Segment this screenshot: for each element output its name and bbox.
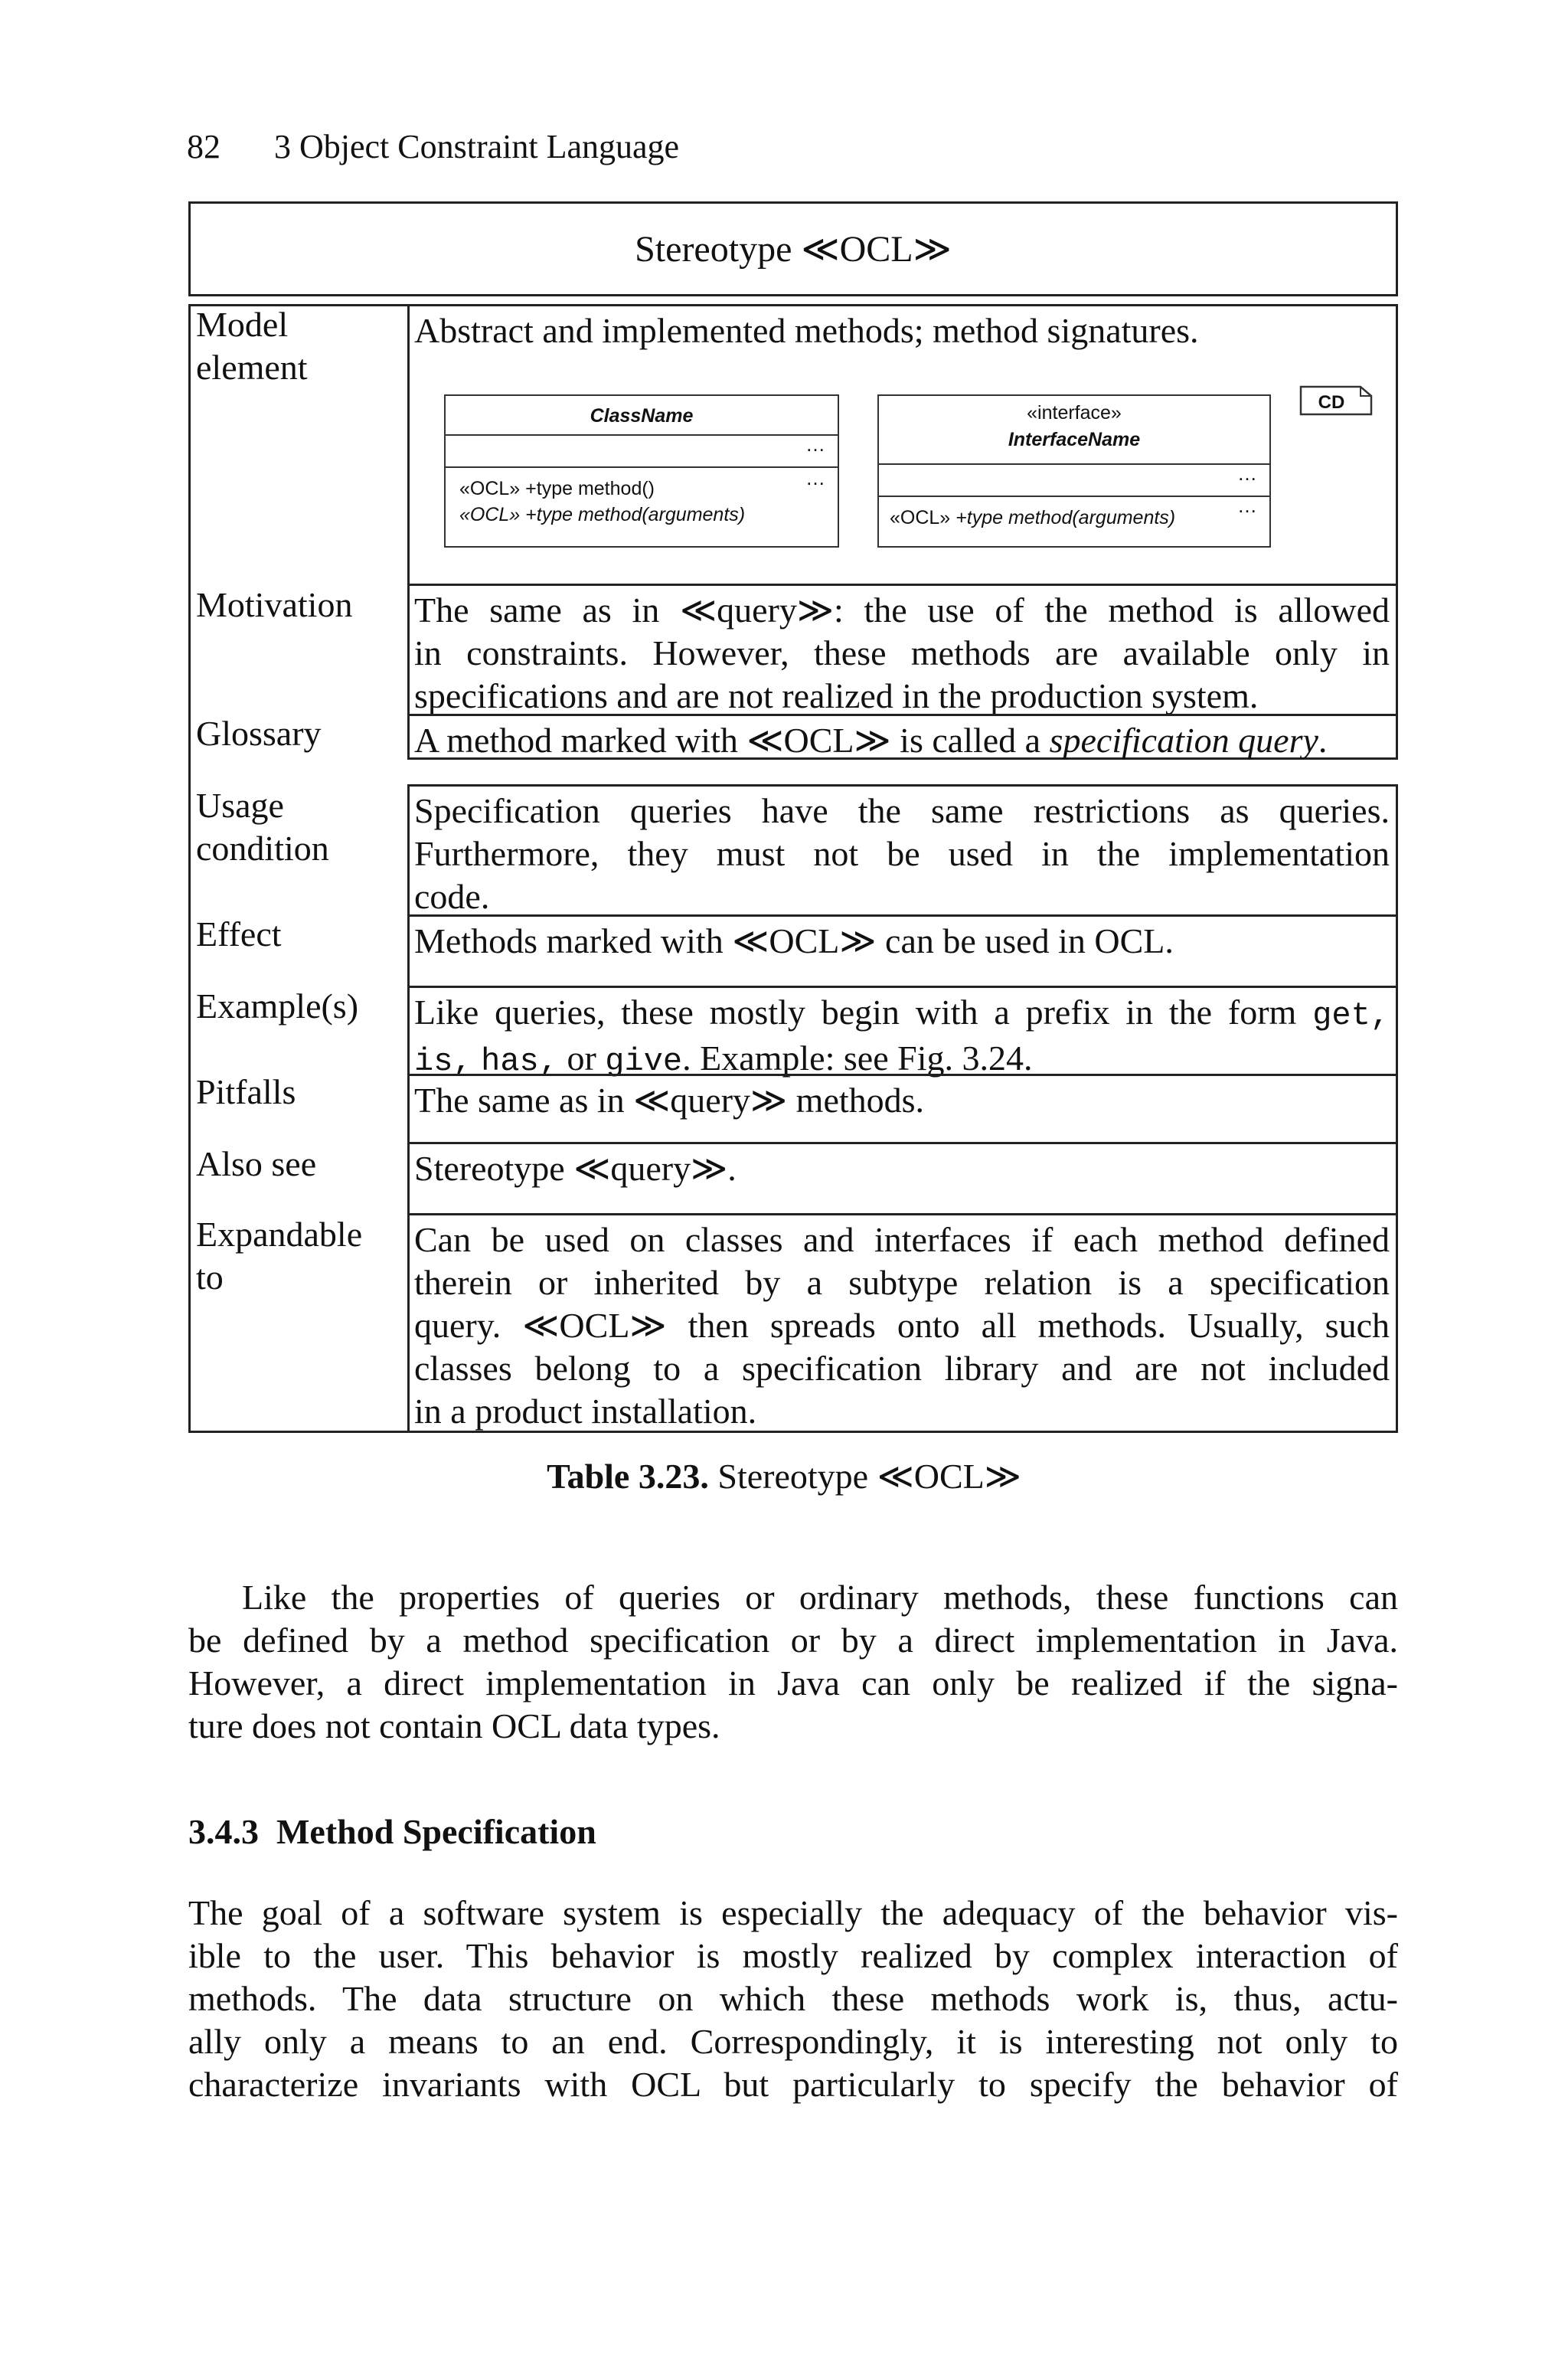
text-line: in constraints. However, these methods are available only in [414, 633, 1390, 672]
uml-divider [446, 466, 838, 468]
cell-pitfalls [407, 1074, 1398, 1144]
cell-text: Methods marked with ≪OCL≫ can be used in OCL. [414, 921, 1174, 960]
text-line: classes belong to a specification library and are not included [414, 1349, 1390, 1388]
section-title: Method Specification [276, 1812, 596, 1851]
text-line: Can be used on classes and interfaces if each method defined [414, 1220, 1390, 1259]
label-line: element [196, 348, 308, 387]
label-line: to [196, 1258, 224, 1297]
section-number: 3.4.3 [188, 1812, 259, 1851]
row-label-also-see: Also see [196, 1144, 317, 1183]
uml-method: «OCL» +type method() [459, 478, 655, 499]
uml-divider [879, 463, 1269, 465]
text-span: A method marked with ≪OCL≫ is called a [414, 721, 1050, 760]
text-line: ally only a means to an end. Correspondingly, it is interesting not only to [188, 2022, 1398, 2061]
text-line: Furthermore, they must not be used in the implementation [414, 834, 1390, 873]
text-line: However, a direct implementation in Java can only be realized if the signa- [188, 1663, 1398, 1703]
row-label-effect: Effect [196, 914, 282, 953]
cell-text: Abstract and implemented methods; method signatures. [414, 311, 1199, 350]
uml-divider [879, 496, 1269, 497]
cell-text: The same as in ≪query≫ methods. [414, 1081, 925, 1120]
text-span: . Example: see Fig. 3.24. [682, 1039, 1033, 1078]
label-line: condition [196, 829, 329, 868]
text-line: The goal of a software system is especially the adequacy of the behavior vis- [188, 1893, 1398, 1932]
uml-divider [446, 434, 838, 436]
code-prefix: has, [481, 1043, 558, 1080]
text-line: Like the properties of queries or ordinary methods, these functions can [242, 1578, 1398, 1617]
cell-examples [407, 986, 1398, 1080]
row-label-pitfalls: Pitfalls [196, 1072, 296, 1111]
table-title-box [188, 201, 1398, 296]
uml-class-box [444, 394, 839, 548]
emphasized-term: specification query [1049, 721, 1318, 760]
row-label-expandable-to [196, 1213, 362, 1299]
cell-motivation [407, 584, 1398, 716]
text-line: ible to the user. This behavior is mostly realized by complex interaction of [188, 1936, 1398, 1975]
class-diagram-tag-icon [1299, 385, 1373, 416]
cell-glossary [407, 714, 1398, 760]
text-span: or [567, 1039, 596, 1078]
table-title: Stereotype ≪OCL≫ [635, 229, 952, 270]
code-prefix: give [605, 1043, 683, 1080]
label-line: Expandable [196, 1215, 363, 1254]
body-paragraph-1 [188, 1576, 1398, 1748]
caption-text: Stereotype ≪OCL≫ [717, 1457, 1021, 1496]
page-number: 82 [187, 128, 220, 165]
uml-ellipsis: … [1237, 494, 1259, 517]
running-head [187, 127, 679, 166]
text-line: specifications and are not realized in the production system. [414, 676, 1259, 715]
cell-text: Stereotype ≪query≫. [414, 1149, 737, 1188]
row-label-model-element [196, 303, 308, 389]
cell-also-see [407, 1142, 1398, 1215]
text-line: Specification queries have the same restrictions as queries. [414, 791, 1390, 830]
table-caption [0, 1455, 1568, 1496]
text-line: therein or inherited by a subtype relation is a specification [414, 1263, 1390, 1302]
row-label-examples: Example(s) [196, 986, 359, 1025]
cell-usage-condition [407, 784, 1398, 917]
uml-method: «OCL» +type method(arguments) [459, 504, 746, 525]
text-line: ture does not contain OCL data types. [188, 1706, 720, 1745]
uml-interface-stereotype: «interface» [1027, 402, 1122, 424]
row-label-glossary: Glossary [196, 714, 322, 753]
text-line: query. ≪OCL≫ then spreads onto all methods. Usually, such [414, 1306, 1390, 1345]
row-label-usage-condition [196, 784, 329, 870]
body-paragraph-2 [188, 1892, 1398, 2106]
chapter-title: 3 Object Constraint Language [274, 128, 680, 165]
text-line: characterize invariants with OCL but particularly to specify the behavior of [188, 2065, 1398, 2104]
text-line: be defined by a method specification or by a direct implementation in Java. [188, 1621, 1398, 1660]
label-line: Usage [196, 786, 284, 825]
uml-ellipsis: … [1237, 462, 1259, 485]
uml-class-name: ClassName [590, 405, 694, 427]
section-heading [188, 1811, 596, 1852]
cell-effect [407, 914, 1398, 988]
uml-ellipsis: … [805, 466, 827, 489]
uml-interface-box [877, 394, 1271, 548]
text-line: code. [414, 877, 490, 916]
code-prefix: is, [414, 1043, 472, 1080]
uml-ellipsis: … [805, 433, 827, 456]
cd-tag-text: CD [1318, 392, 1345, 413]
uml-interface-name: InterfaceName [1008, 429, 1141, 450]
text-line: in a product installation. [414, 1392, 757, 1431]
row-label-motivation: Motivation [196, 585, 353, 624]
text-span: . [1318, 721, 1328, 760]
text-span: Like queries, these mostly begin with a prefix in the form [414, 993, 1297, 1032]
uml-method: «OCL» +type method(arguments) [890, 507, 1176, 528]
label-line: Model [196, 305, 289, 344]
code-prefix: get, [1312, 997, 1390, 1034]
caption-label: Table 3.23. [547, 1457, 709, 1496]
text-line: methods. The data structure on which these methods work is, thus, actu- [188, 1979, 1398, 2018]
text-line: The same as in ≪query≫: the use of the method is allowed [414, 590, 1390, 630]
cell-expandable-to [407, 1213, 1398, 1433]
